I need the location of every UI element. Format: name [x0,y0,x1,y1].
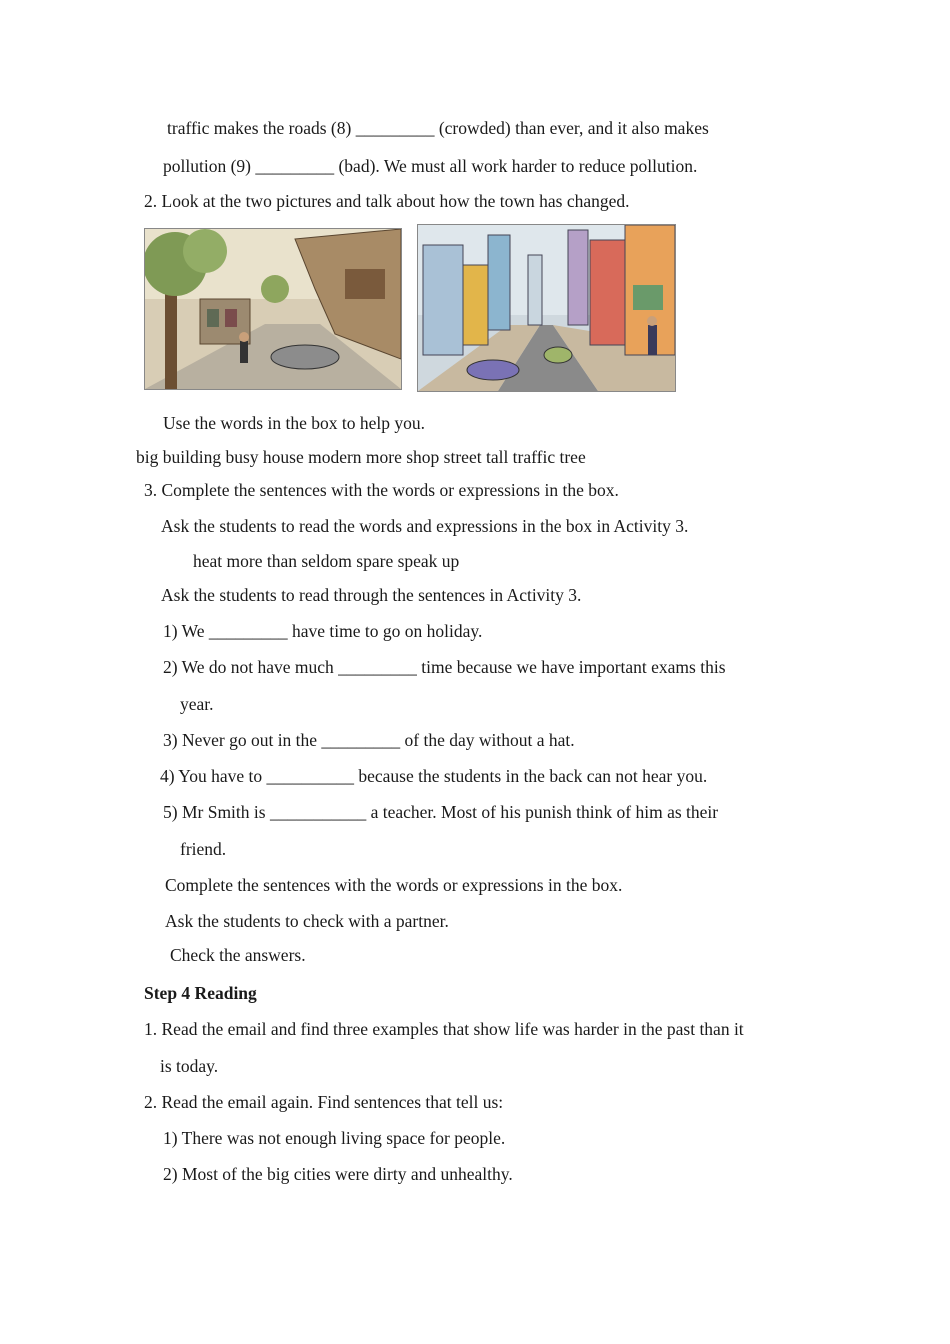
exercise-item: 5) Mr Smith is ___________ a teacher. Most of his punish think of him as their [163,802,719,822]
exercise-item: 1) We _________ have time to go on holiday. [163,621,483,641]
expression-box: heat more than seldom spare speak up [193,551,460,571]
activity-3-instruction: 3. Complete the sentences with the words or expressions in the box. [144,480,619,500]
text-line: Use the words in the box to help you. [163,413,425,433]
exercise-item: 1) There was not enough living space for people. [163,1128,506,1148]
text-line: Check the answers. [170,945,306,965]
old-town-picture [144,228,402,390]
text-line: friend. [180,839,227,859]
text-line: is today. [160,1056,219,1076]
word-box: big building busy house modern more shop street tall traffic tree [136,447,586,467]
text-line: Complete the sentences with the words or expressions in the box. [165,875,623,895]
reading-task: 1. Read the email and find three examples that show life was harder in the past than it [144,1019,744,1039]
exercise-item: 3) Never go out in the _________ of the day without a hat. [163,730,575,750]
exercise-item: 2) Most of the big cities were dirty and unhealthy. [163,1164,513,1184]
reading-task: 2. Read the email again. Find sentences that tell us: [144,1092,504,1112]
text-line: Ask the students to read the words and expressions in the box in Activity 3. [161,516,689,536]
text-line: year. [180,694,214,714]
exercise-item: 4) You have to __________ because the students in the back can not hear you. [160,766,708,786]
activity-2-instruction: 2. Look at the two pictures and talk about how the town has changed. [144,191,630,211]
modern-town-picture [417,224,676,392]
text-line: Ask the students to read through the sentences in Activity 3. [161,585,582,605]
text-line: Ask the students to check with a partner. [165,911,449,931]
exercise-item: 2) We do not have much _________ time because we have important exams this [163,657,726,677]
section-heading: Step 4 Reading [144,983,257,1003]
text-line: traffic makes the roads (8) _________ (crowded) than ever, and it also makes [167,118,709,138]
text-line: pollution (9) _________ (bad). We must all work harder to reduce pollution. [163,156,698,176]
